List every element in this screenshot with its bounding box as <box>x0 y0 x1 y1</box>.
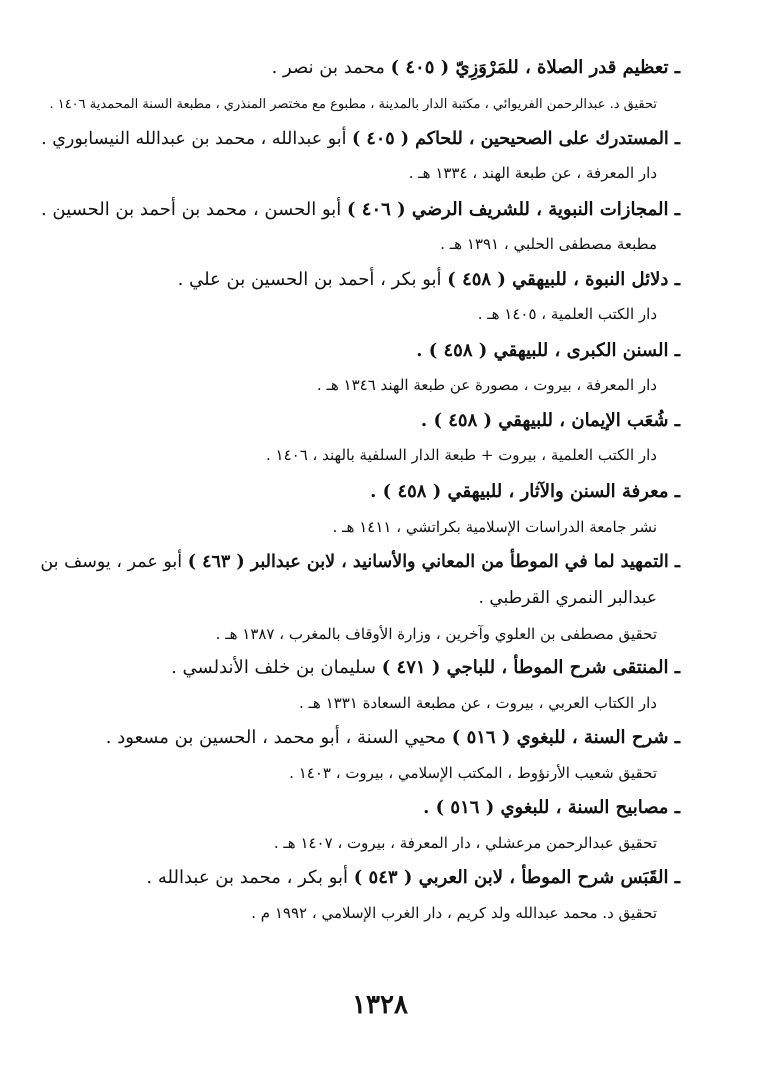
entry-title: ـ تعظيم قدر الصلاة ، للمَرْوَزِيّ ( ٤٠٥ ) <box>390 57 680 78</box>
entry-line <box>106 721 680 755</box>
entry-author: أبو الحسن ، محمد بن أحمد بن الحسين . <box>40 199 347 220</box>
entry-line <box>171 651 680 685</box>
entry-line <box>146 861 680 895</box>
entry-author: أبو عبدالله ، محمد بن عبدالله النيسابوري . <box>41 129 353 149</box>
entry-line <box>41 193 680 227</box>
entry-author: محمد بن نصر . <box>271 57 391 78</box>
entry-title: ـ دلائل النبوة ، للبيهقي ( ٤٥٨ ) <box>447 269 680 290</box>
publication-line: دار الكتب العلمية ، ١٤٠٥ هـ . <box>477 305 657 323</box>
entry-author: أبو عمر ، يوسف بن <box>40 552 188 572</box>
publication-line: تحقيق د. عبدالرحمن الفريوائي ، مكتبة الدار بالمدينة ، مطبوع مع مختصر المنذري ، مطبعة السنة المحمدية ١٤٠٦ . <box>49 97 657 112</box>
entry-title: ـ شرح السنة ، للبغوي ( ٥١٦ ) <box>451 727 680 748</box>
entry-line <box>423 791 680 825</box>
entry-line <box>40 545 680 579</box>
entry-line <box>41 122 680 156</box>
entry-title: ـ المستدرك على الصحيحين ، للحاكم ( ٤٠٥ ) <box>352 129 680 149</box>
publication-line: تحقيق مصطفى بن العلوي وآخرين ، وزارة الأوقاف بالمغرب ، ١٣٨٧ هـ . <box>215 625 657 643</box>
publication-line: دار المعرفة ، بيروت ، مصورة عن طبعة الهند ١٣٤٦ هـ . <box>316 376 657 394</box>
entry-line <box>421 404 680 438</box>
entry-title: ـ المنتقى شرح الموطأ ، للباجي ( ٤٧١ ) <box>381 657 680 678</box>
entry-title: ـ المجازات النبوية ، للشريف الرضي ( ٤٠٦ ) <box>347 199 680 220</box>
publication-line: مطبعة مصطفى الحلبي ، ١٣٩١ هـ . <box>440 235 657 253</box>
entry-title: ـ السنن الكبرى ، للبيهقي ( ٤٥٨ ) . <box>416 340 680 361</box>
page-number: ١٣٢٨ <box>352 990 408 1020</box>
publication-line: دار المعرفة ، عن طبعة الهند ، ١٣٣٤ هـ . <box>408 164 657 182</box>
entry-line <box>370 475 680 509</box>
entry-title: ـ معرفة السنن والآثار ، للبيهقي ( ٤٥٨ ) . <box>370 481 680 502</box>
entry-title: ـ التمهيد لما في الموطأ من المعاني والأسانيد ، لابن عبدالبر ( ٤٦٣ ) <box>187 552 680 572</box>
publication-line: دار الكتب العلمية ، بيروت + طبعة الدار السلفية بالهند ، ١٤٠٦ . <box>265 446 657 464</box>
publication-line: تحقيق عبدالرحمن مرعشلي ، دار المعرفة ، بيروت ، ١٤٠٧ هـ . <box>273 834 657 852</box>
entry-author: أبو بكر ، أحمد بن الحسين بن علي . <box>177 269 448 290</box>
entry-line <box>178 263 680 297</box>
publication-line: تحقيق د. محمد عبدالله ولد كريم ، دار الغرب الإسلامي ، ١٩٩٢ م . <box>251 904 657 922</box>
entry-author: أبو بكر ، محمد بن عبدالله . <box>146 867 354 888</box>
entry-author: سليمان بن خلف الأندلسي . <box>171 657 382 678</box>
entry-line <box>416 334 680 368</box>
entry-continuation: عبدالبر النمري القرطبي . <box>478 588 657 608</box>
entry-line <box>272 51 680 85</box>
entry-author: محيي السنة ، أبو محمد ، الحسين بن مسعود . <box>105 727 452 748</box>
entry-title: ـ شُعَب الإيمان ، للبيهقي ( ٤٥٨ ) . <box>420 410 680 431</box>
publication-line: نشر جامعة الدراسات الإسلامية بكراتشي ، ١٤١١ هـ . <box>332 518 657 536</box>
entry-title: ـ القَبَس شرح الموطأ ، لابن العربي ( ٥٤٣ ) <box>353 867 680 888</box>
publication-line: تحقيق شعيب الأرنؤوط ، المكتب الإسلامي ، بيروت ، ١٤٠٣ . <box>289 764 657 782</box>
publication-line: دار الكتاب العربي ، بيروت ، عن مطبعة السعادة ١٣٣١ هـ . <box>298 694 657 712</box>
entry-title: ـ مصابيح السنة ، للبغوي ( ٥١٦ ) . <box>423 797 680 818</box>
